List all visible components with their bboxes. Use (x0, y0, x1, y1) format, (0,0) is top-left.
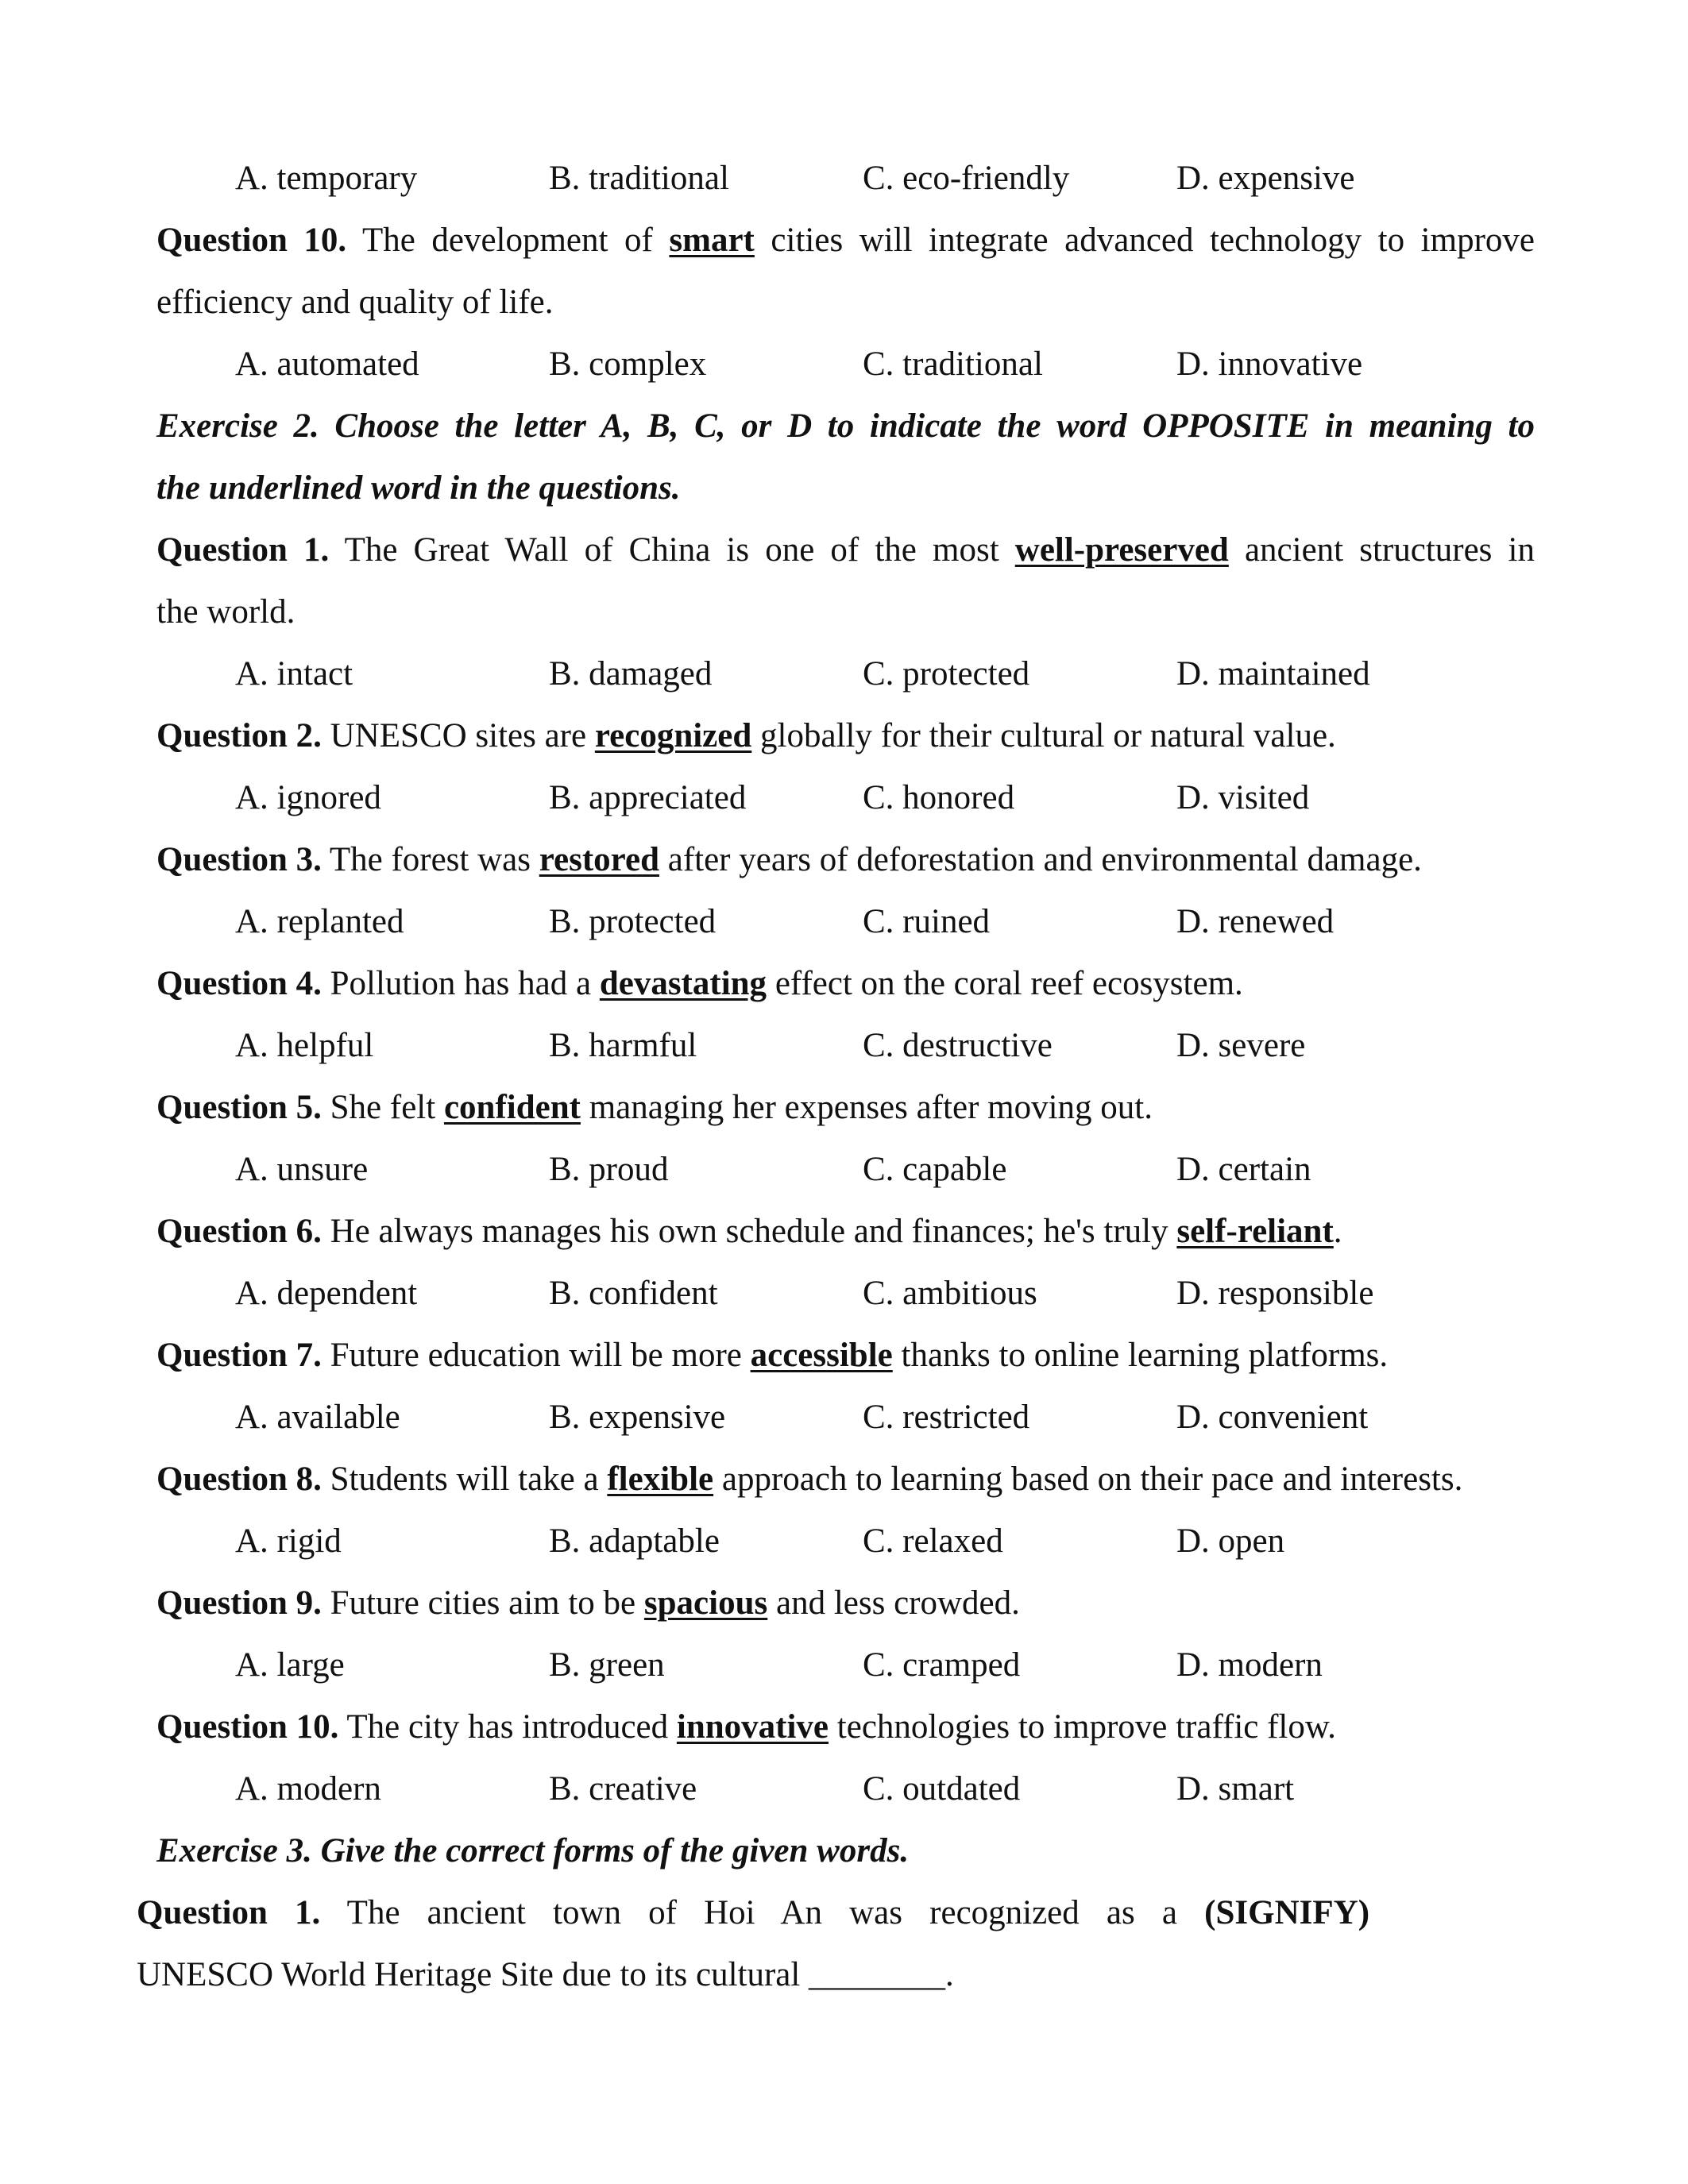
question-text-pre: The city has introduced (338, 1708, 677, 1746)
question-text-pre: Future education will be more (321, 1337, 751, 1374)
option-c: C. outdated (863, 1770, 1021, 1808)
question-text-pre: She felt (321, 1089, 444, 1126)
options-row (0, 1648, 1688, 1688)
option-c: C. eco-friendly (863, 160, 1070, 197)
underlined-word: smart (669, 222, 755, 259)
options-row (0, 161, 1688, 201)
question-text-post: managing her expenses after moving out. (580, 1089, 1153, 1126)
question-text-pre: The Great Wall of China is one of the most (329, 531, 1015, 569)
option-d: D. innovative (1176, 345, 1363, 383)
question-label: Question 5. (156, 1089, 322, 1126)
option-c: C. restricted (863, 1399, 1030, 1436)
option-a: A. automated (235, 345, 419, 383)
option-c: C. honored (863, 779, 1015, 816)
option-b: B. expensive (549, 1399, 726, 1436)
question-label: Question 6. (156, 1213, 322, 1250)
exercise-heading-cont: the underlined word in the questions. (156, 469, 681, 507)
question-continuation: UNESCO World Heritage Site due to its cultural ________. (137, 1956, 954, 1993)
question-text-pre: Pollution has had a (321, 965, 600, 1002)
underlined-word: flexible (607, 1461, 714, 1498)
question-text-post: globally for their cultural or natural value. (751, 717, 1336, 754)
underlined-word: self-reliant (1176, 1213, 1334, 1250)
question-text-pre: Students will take a (321, 1461, 608, 1498)
question-stem (156, 1338, 1388, 1372)
options-row (0, 905, 1688, 944)
option-d: D. convenient (1176, 1399, 1369, 1436)
underlined-word: confident (443, 1089, 581, 1126)
question-label: Question 8. (156, 1461, 322, 1498)
option-a: A. dependent (235, 1275, 418, 1312)
question-text-post: thanks to online learning platforms. (892, 1337, 1389, 1374)
question-stem (156, 223, 1535, 257)
question-text-pre: Future cities aim to be (321, 1584, 644, 1622)
question-stem (156, 1586, 1020, 1620)
question-text-post: ancient structures in (1228, 531, 1535, 569)
question-text-post: cities will integrate advanced technology to improve (754, 222, 1535, 259)
options-row (0, 347, 1688, 387)
question-text-post: . (1333, 1213, 1342, 1250)
question-label: Question 2. (156, 717, 322, 754)
question-text-pre: UNESCO sites are (321, 717, 595, 754)
option-a: A. helpful (235, 1027, 374, 1064)
question-stem (156, 1090, 1153, 1125)
question-label: Question 3. (156, 841, 322, 878)
option-a: A. replanted (235, 903, 404, 940)
option-b: B. creative (549, 1770, 697, 1808)
question-text-pre: The forest was (321, 841, 539, 878)
question-label: Question 1. (156, 531, 330, 569)
underlined-word: innovative (676, 1708, 829, 1746)
question-text-pre: The development of (346, 222, 670, 259)
option-a: A. rigid (235, 1522, 342, 1560)
question-text: The ancient town of Hoi An was recognized as a (346, 1894, 1177, 1931)
option-b: B. adaptable (549, 1522, 720, 1560)
question-stem (156, 533, 1535, 567)
option-a: A. modern (235, 1770, 381, 1808)
exercise-heading: Exercise 3. Give the correct forms of the given words. (156, 1832, 910, 1870)
option-d: D. modern (1176, 1646, 1323, 1684)
option-a: A. large (235, 1646, 345, 1684)
question-label: Question 7. (156, 1337, 322, 1374)
underlined-word: restored (539, 841, 659, 878)
question-continuation: efficiency and quality of life. (156, 284, 554, 321)
option-b: B. damaged (549, 655, 713, 693)
question-stem (156, 1214, 1342, 1248)
question-text-post: effect on the coral reef ecosystem. (767, 965, 1243, 1002)
option-d: D. severe (1176, 1027, 1306, 1064)
option-a: A. ignored (235, 779, 381, 816)
option-d: D. open (1176, 1522, 1285, 1560)
options-row (0, 1028, 1688, 1068)
question-text-post: approach to learning based on their pace and interests. (713, 1461, 1463, 1498)
question-stem (156, 967, 1243, 1001)
question-stem (156, 1462, 1462, 1496)
option-b: B. proud (549, 1151, 669, 1188)
option-c: C. cramped (863, 1646, 1021, 1684)
underlined-word: devastating (599, 965, 767, 1002)
option-b: B. traditional (549, 160, 729, 197)
underlined-word: recognized (594, 717, 752, 754)
option-a: A. intact (235, 655, 353, 693)
option-d: D. renewed (1176, 903, 1335, 940)
option-d: D. certain (1176, 1151, 1311, 1188)
word-hint: (SIGNIFY) (1204, 1894, 1370, 1931)
question-label: Question 4. (156, 965, 322, 1002)
options-row (0, 1400, 1688, 1440)
option-c: C. ruined (863, 903, 991, 940)
question-text-post: technologies to improve traffic flow. (829, 1708, 1336, 1746)
options-row (0, 1524, 1688, 1564)
option-b: B. harmful (549, 1027, 697, 1064)
question-label: Question 1. (137, 1894, 321, 1931)
question-text-post: and less crowded. (767, 1584, 1020, 1622)
option-a: A. unsure (235, 1151, 369, 1188)
option-b: B. complex (549, 345, 707, 383)
option-d: D. expensive (1176, 160, 1355, 197)
option-b: B. confident (549, 1275, 718, 1312)
question-text-post: after years of deforestation and environmental damage. (659, 841, 1422, 878)
options-row (0, 657, 1688, 696)
question-stem (156, 843, 1422, 877)
options-row (0, 1152, 1688, 1192)
option-b: B. appreciated (549, 779, 747, 816)
option-a: A. temporary (235, 160, 418, 197)
option-b: B. green (549, 1646, 665, 1684)
option-c: C. destructive (863, 1027, 1053, 1064)
option-d: D. responsible (1176, 1275, 1374, 1312)
question-label: Question 10. (156, 1708, 339, 1746)
question-label: Question 10. (156, 222, 347, 259)
question-label: Question 9. (156, 1584, 322, 1622)
question-stem (156, 1710, 1336, 1744)
option-c: C. traditional (863, 345, 1043, 383)
options-row (0, 1276, 1688, 1316)
options-row (0, 1772, 1688, 1812)
question-text-pre: He always manages his own schedule and finances; he's truly (321, 1213, 1177, 1250)
option-d: D. smart (1176, 1770, 1295, 1808)
option-a: A. available (235, 1399, 400, 1436)
option-d: D. maintained (1176, 655, 1370, 693)
option-c: C. capable (863, 1151, 1007, 1188)
option-c: C. protected (863, 655, 1030, 693)
option-b: B. protected (549, 903, 717, 940)
underlined-word: spacious (643, 1584, 768, 1622)
options-row (0, 781, 1688, 820)
question-stem (137, 1896, 1369, 1930)
underlined-word: well-preserved (1014, 531, 1229, 569)
option-d: D. visited (1176, 779, 1310, 816)
question-stem (156, 719, 1336, 753)
question-continuation: the world. (156, 593, 295, 631)
option-c: C. relaxed (863, 1522, 1003, 1560)
exercise-heading: Exercise 2. Choose the letter A, B, C, or D to indicate the word OPPOSITE in meaning to (156, 407, 1535, 445)
underlined-word: accessible (750, 1337, 893, 1374)
option-c: C. ambitious (863, 1275, 1037, 1312)
